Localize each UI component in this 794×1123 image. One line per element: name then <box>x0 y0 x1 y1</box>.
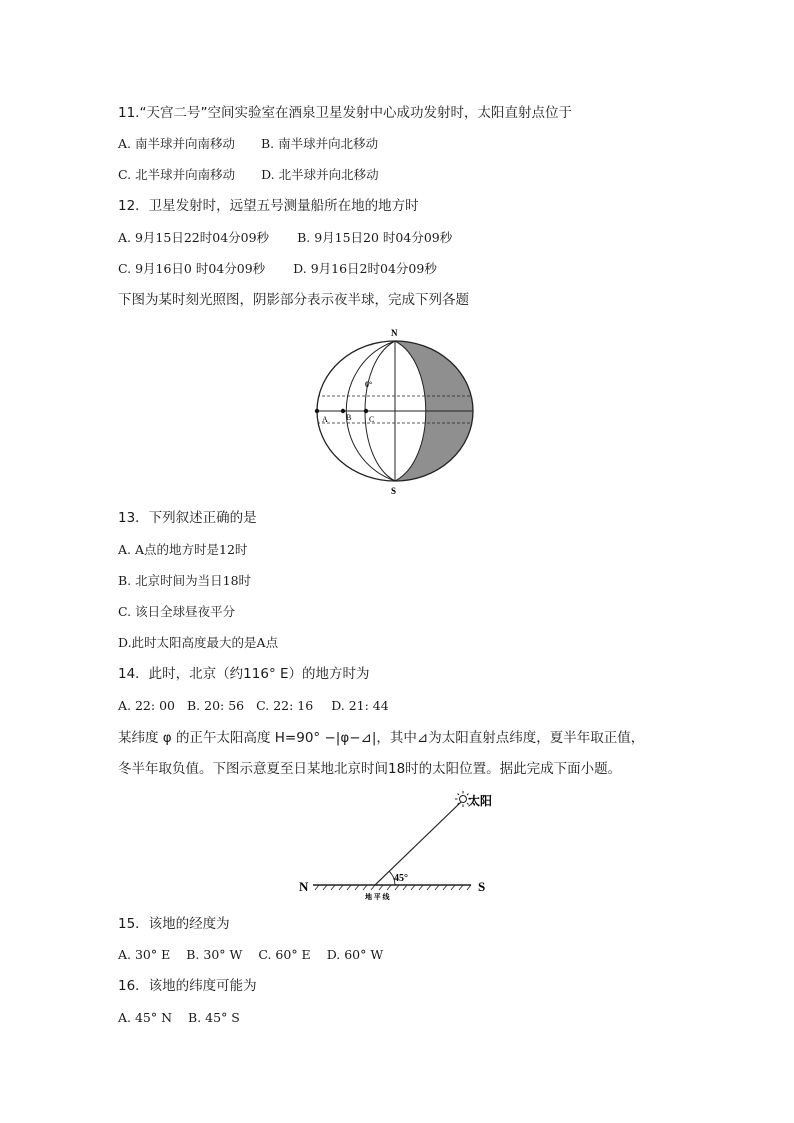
horizon-label: 地 平 线 <box>365 893 390 901</box>
q12-option-b: B. 9月15日20 时04分09秒 <box>297 230 453 245</box>
q14-options-row <box>118 697 389 715</box>
q13-option-d: D.此时太阳高度最大的是A点 <box>118 635 279 650</box>
q11-options-row1 <box>118 135 378 153</box>
north-label: N <box>299 879 309 894</box>
south-label: S <box>478 879 486 894</box>
angle-label: 45° <box>394 873 408 884</box>
intro-illumination: 下图为某时刻光照图，阴影部分表示夜半球，完成下列各题 <box>118 292 469 308</box>
q13-stem: 13．下列叙述正确的是 <box>118 510 257 526</box>
q13-option-c: C. 该日全球昼夜平分 <box>118 604 236 619</box>
point-c-dot <box>364 409 368 413</box>
q16-option-a: A. 45° N <box>118 1010 173 1025</box>
intro-noon-altitude-line2: 冬半年取负值。下图示意夏至日某地北京时间18时的太阳位置。据此完成下面小题。 <box>118 761 622 777</box>
q11-options-row2 <box>118 166 379 184</box>
meridian-degree-label: 0° <box>365 380 373 389</box>
q14-option-a: A. 22: 00 <box>118 698 175 713</box>
illumination-globe-figure <box>300 324 490 496</box>
q11-option-b: B. 南半球并向北移动 <box>260 136 379 151</box>
q15-option-c: C. 60° E <box>258 947 311 962</box>
q11-option-d: D. 北半球并向北移动 <box>261 167 379 182</box>
globe-north-label: N <box>391 328 398 338</box>
q14-stem: 14．此时，北京（约116° E）的地方时为 <box>118 666 370 682</box>
q12-options-row2 <box>118 260 437 278</box>
point-b-label: B <box>346 413 352 422</box>
q12-options-row1 <box>118 229 452 247</box>
q16-stem: 16．该地的纬度可能为 <box>118 978 257 994</box>
point-a-dot <box>315 409 319 413</box>
q13-option-a: A. A点的地方时是12时 <box>118 542 248 557</box>
q12-option-c: C. 9月16日0 时04分09秒 <box>118 261 266 276</box>
q11-stem: 11.“天宫二号”空间实验室在酒泉卫星发射中心成功发射时，太阳直射点位于 <box>118 105 572 121</box>
point-b-dot <box>341 409 345 413</box>
q12-option-a: A. 9月15日22时04分09秒 <box>118 230 270 245</box>
sun-ray-line <box>375 802 461 885</box>
q14-option-b: B. 20: 56 <box>186 698 245 713</box>
q15-option-b: B. 30° W <box>186 947 243 962</box>
q12-stem: 12．卫星发射时，远望五号测量船所在地的地方时 <box>118 198 419 214</box>
sun-position-figure <box>295 788 500 903</box>
q11-option-a: A. 南半球并向南移动 <box>118 136 235 151</box>
point-a-label: A <box>322 415 328 424</box>
q16-options-row <box>118 1009 240 1027</box>
point-c-label: C <box>369 415 375 424</box>
intro-noon-altitude-line1: 某纬度 φ 的正午太阳高度 H=90° −|φ−⊿|，其中⊿为太阳直射点纬度，夏半年取正值， <box>118 730 645 746</box>
q14-option-d: D. 21: 44 <box>331 698 389 713</box>
q15-options-row <box>118 946 383 964</box>
q11-option-c: C. 北半球并向南移动 <box>118 167 236 182</box>
horizon-hatching <box>315 885 471 890</box>
q13-option-b: B. 北京时间为当日18时 <box>118 573 252 588</box>
q12-option-d: D. 9月16日2时04分09秒 <box>293 261 437 276</box>
q14-option-c: C. 22: 16 <box>256 698 314 713</box>
q16-option-b: B. 45° S <box>188 1010 240 1025</box>
sun-label: 太阳 <box>468 794 493 808</box>
q15-stem: 15．该地的经度为 <box>118 916 230 932</box>
globe-south-label: S <box>391 486 397 496</box>
q15-option-d: D. 60° W <box>326 947 384 962</box>
q15-option-a: A. 30° E <box>118 947 171 962</box>
